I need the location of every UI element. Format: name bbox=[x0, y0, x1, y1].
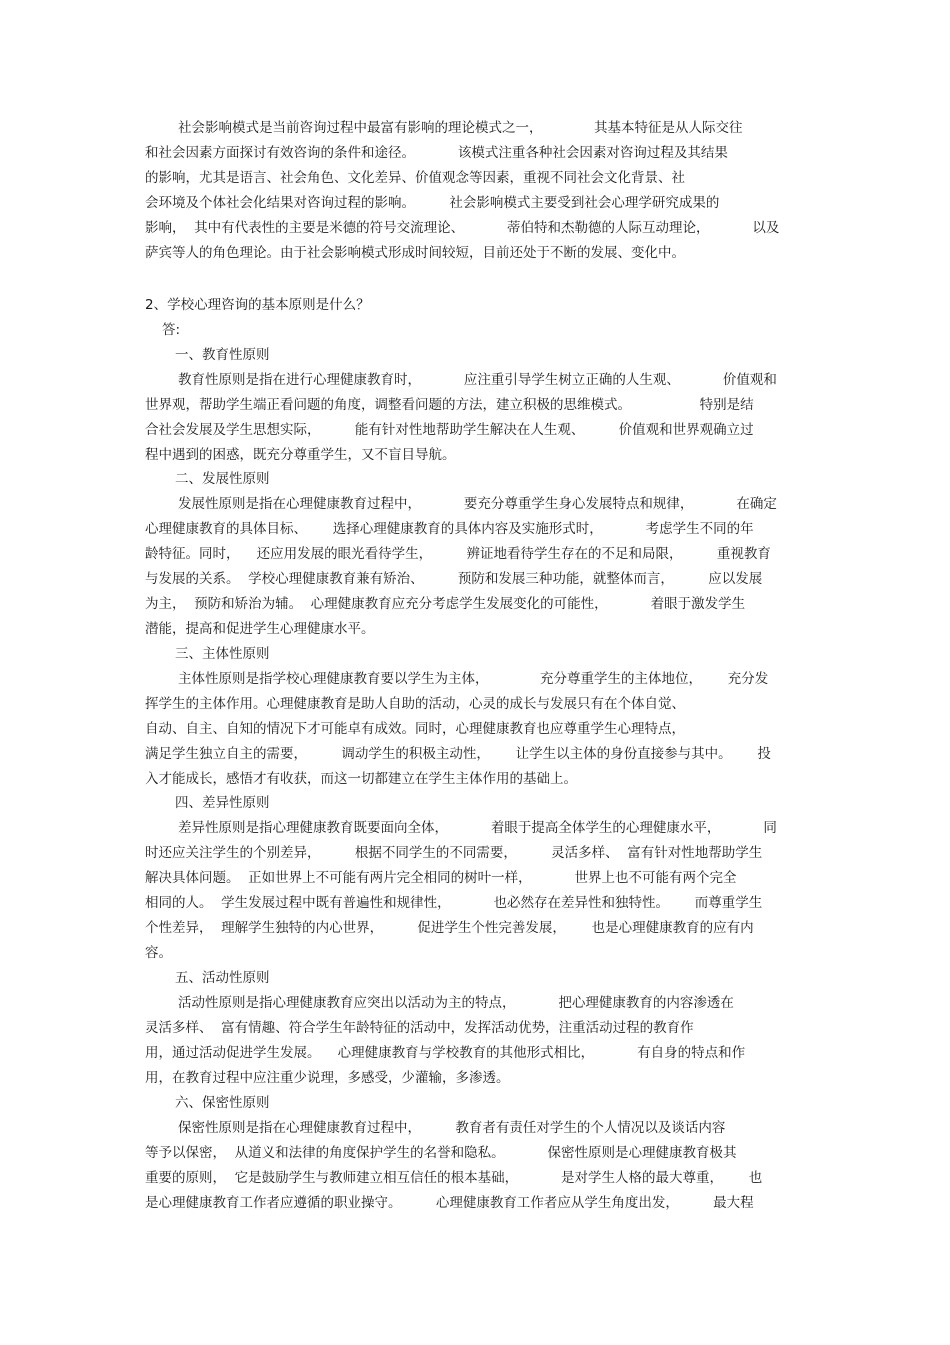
section-line: 龄特征。同时， 还应用发展的眼光看待学生， 辨证地看待学生存在的不足和局限， 重视教育 bbox=[145, 546, 771, 562]
intro-line: 社会影响模式是当前咨询过程中最富有影响的理论模式之一， 其基本特征是从人际交往 bbox=[178, 120, 743, 136]
section-line: 个性差异， 理解学生独特的内心世界， 促进学生个性完善发展， 也是心理健康教育的应有内 bbox=[145, 920, 754, 936]
section-line: 差异性原则是指心理健康教育既要面向全体， 着眼于提高全体学生的心理健康水平， 同 bbox=[178, 820, 777, 836]
section-line: 潜能，提高和促进学生心理健康水平。 bbox=[145, 621, 375, 637]
section-line: 灵活多样、 富有情趣、符合学生年龄特征的活动中，发挥活动优势，注重活动过程的教育作 bbox=[145, 1020, 694, 1036]
section-line: 时还应关注学生的个别差异， 根据不同学生的不同需要， 灵活多样、 富有针对性地帮助学生 bbox=[145, 845, 763, 861]
section-line: 用，通过活动促进学生发展。 心理健康教育与学校教育的其他形式相比， 有自身的特点和作 bbox=[145, 1045, 746, 1061]
section-line: 自动、自主、自知的情况下才可能卓有成效。同时，心理健康教育也应尊重学生心理特点， bbox=[145, 721, 685, 737]
section-line: 世界观，帮助学生端正看问题的角度，调整看问题的方法，建立积极的思维模式。 特别是结 bbox=[145, 397, 754, 413]
question-text: 2、学校心理咨询的基本原则是什么？ bbox=[145, 297, 370, 313]
section-line: 发展性原则是指在心理健康教育过程中， 要充分尊重学生身心发展特点和规律， 在确定 bbox=[178, 496, 777, 512]
section-line: 容。 bbox=[145, 945, 172, 961]
section-line: 是心理健康教育工作者应遵循的职业操守。 心理健康教育工作者应从学生角度出发， 最大程 bbox=[145, 1195, 754, 1211]
section-line: 合社会发展及学生思想实际， 能有针对性地帮助学生解决在人生观、 价值观和世界观确立过 bbox=[145, 422, 754, 438]
section-line: 挥学生的主体作用。心理健康教育是助人自助的活动，心灵的成长与发展只有在个体自觉、 bbox=[145, 696, 685, 712]
section-line: 保密性原则是指在心理健康教育过程中， 教育者有责任对学生的个人情况以及谈话内容 bbox=[178, 1120, 726, 1136]
section-heading: 一、教育性原则 bbox=[175, 347, 270, 363]
intro-line: 影响， 其中有代表性的主要是米德的符号交流理论、 蒂伯特和杰勒德的人际互动理论， 以及 bbox=[145, 220, 780, 236]
section-heading: 六、保密性原则 bbox=[175, 1095, 270, 1111]
section-line: 等予以保密， 从道义和法律的角度保护学生的名誉和隐私。 保密性原则是心理健康教育极其 bbox=[145, 1145, 737, 1161]
intro-line: 的影响，尤其是语言、社会角色、文化差异、价值观念等因素，重视不同社会文化背景、社 bbox=[145, 170, 685, 186]
section-line: 主体性原则是指学校心理健康教育要以学生为主体， 充分尊重学生的主体地位， 充分发 bbox=[178, 671, 769, 687]
section-line: 心理健康教育的具体目标、 选择心理健康教育的具体内容及实施形式时， 考虑学生不同的年 bbox=[145, 521, 754, 537]
section-line: 教育性原则是指在进行心理健康教育时， 应注重引导学生树立正确的人生观、 价值观和 bbox=[178, 372, 777, 388]
intro-line: 萨宾等人的角色理论。由于社会影响模式形成时间较短，目前还处于不断的发展、变化中。 bbox=[145, 245, 685, 261]
section-line: 重要的原则， 它是鼓励学生与教师建立相互信任的根本基础， 是对学生人格的最大尊重， 也 bbox=[145, 1170, 763, 1186]
section-heading: 五、活动性原则 bbox=[175, 970, 270, 986]
section-heading: 三、主体性原则 bbox=[175, 646, 270, 662]
section-line: 用，在教育过程中应注重少说理，多感受，少灌输，多渗透。 bbox=[145, 1070, 510, 1086]
answer-label: 答: bbox=[162, 322, 181, 338]
section-line: 为主， 预防和矫治为辅。 心理健康教育应充分考虑学生发展变化的可能性， 着眼于激发学生 bbox=[145, 596, 746, 612]
section-line: 与发展的关系。 学校心理健康教育兼有矫治、 预防和发展三种功能，就整体而言， 应以发展 bbox=[145, 571, 763, 587]
section-line: 活动性原则是指心理健康教育应突出以活动为主的特点， 把心理健康教育的内容渗透在 bbox=[178, 995, 734, 1011]
section-line: 入才能成长，感悟才有收获，而这一切都建立在学生主体作用的基础上。 bbox=[145, 771, 577, 787]
section-line: 程中遇到的困惑，既充分尊重学生，又不盲目导航。 bbox=[145, 447, 456, 463]
intro-line: 会环境及个体社会化结果对咨询过程的影响。 社会影响模式主要受到社会心理学研究成果的 bbox=[145, 195, 720, 211]
section-line: 满足学生独立自主的需要， 调动学生的积极主动性， 让学生以主体的身份直接参与其中。 投 bbox=[145, 746, 771, 762]
section-heading: 二、发展性原则 bbox=[175, 471, 270, 487]
section-line: 相同的人。 学生发展过程中既有普遍性和规律性， 也必然存在差异性和独特性。 而尊重学生 bbox=[145, 895, 763, 911]
section-heading: 四、差异性原则 bbox=[175, 795, 270, 811]
intro-line: 和社会因素方面探讨有效咨询的条件和途径。 该模式注重各种社会因素对咨询过程及其结果 bbox=[145, 145, 728, 161]
section-line: 解决具体问题。 正如世界上不可能有两片完全相同的树叶一样， 世界上也不可能有两个完全 bbox=[145, 870, 737, 886]
